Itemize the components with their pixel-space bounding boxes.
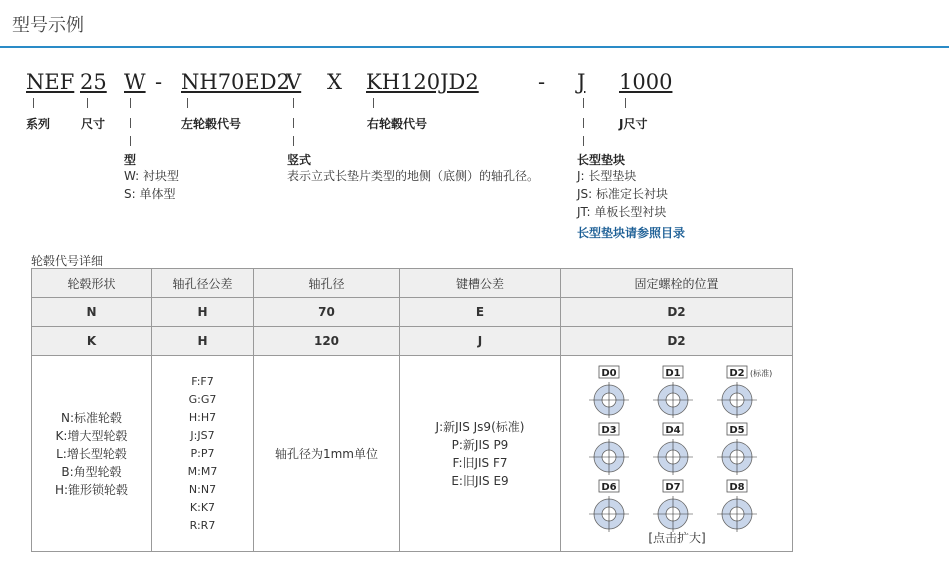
ring-label: D0 [600, 368, 617, 379]
spacer-heading: 长型垫块 [577, 153, 626, 167]
keyway-item: E:旧JIS E9 [451, 473, 509, 488]
bore-note: 轴孔径为1mm单位 [254, 356, 400, 552]
tick [130, 98, 131, 108]
tick [583, 136, 584, 146]
spacer-line: JS: 标准定长衬块 [577, 187, 669, 201]
type-line: W: 衬块型 [124, 169, 180, 183]
tolerance-item: G:G7 [188, 392, 217, 406]
ring-label: D5 [728, 425, 745, 436]
cell: 70 [254, 298, 400, 327]
cell: H [152, 327, 254, 356]
tolerance-item: P:P7 [190, 446, 215, 460]
col-header: 固定螺栓的位置 [561, 269, 793, 298]
type-line: S: 单体型 [124, 187, 176, 201]
standard-note: (标准) [749, 369, 772, 378]
code-right-hub: KH120JD2 [366, 70, 479, 94]
shape-item: H:锥形锁轮毂 [54, 482, 129, 497]
ring-label: D1 [664, 368, 681, 379]
tick [625, 98, 626, 108]
shape-list [32, 356, 152, 552]
tick [187, 98, 188, 108]
keyway-item: J:新JIS Js9(标准) [435, 419, 525, 434]
ring-label: D8 [728, 482, 745, 493]
bolt-position-diagram[interactable] [561, 356, 793, 552]
tolerance-item: R:R7 [189, 518, 216, 532]
ring-label: D2 [728, 368, 745, 379]
cell: H [152, 298, 254, 327]
enlarge-link: [点击扩大] [647, 531, 706, 545]
shape-item: B:角型轮毂 [61, 464, 122, 479]
code-series: NEF [26, 70, 75, 94]
tick [87, 98, 88, 108]
cell: D2 [561, 298, 793, 327]
title-divider [0, 46, 949, 48]
code-left-hub: NH70ED2 [181, 70, 290, 94]
code-vertical: V [286, 70, 302, 94]
keyway-item: P:新JIS P9 [451, 437, 509, 452]
tolerance-item: M:M7 [187, 464, 218, 478]
label-series: 系列 [26, 117, 51, 131]
code-dash: - [155, 70, 163, 94]
ring-label: D3 [600, 425, 617, 436]
tick [583, 98, 584, 108]
spacer-line: JT: 单板长型衬块 [577, 205, 667, 219]
label-size: 尺寸 [81, 117, 106, 131]
code-j-size: 1000 [619, 70, 673, 94]
tolerance-item: F:F7 [191, 374, 214, 388]
col-header: 轮毂形状 [32, 269, 152, 298]
ring-label: D4 [664, 425, 681, 436]
cell: 120 [254, 327, 400, 356]
vertical-heading: 竖式 [287, 153, 312, 167]
table-row [32, 327, 793, 356]
tolerance-item: J:JS7 [190, 428, 215, 442]
col-header: 键槽公差 [400, 269, 561, 298]
label-j-size: J尺寸 [619, 117, 648, 131]
label-right-hub: 右轮毂代号 [367, 117, 428, 131]
tick [130, 118, 131, 128]
ring-label: D6 [600, 482, 617, 493]
code-dash: - [538, 70, 546, 94]
keyway-list [400, 356, 561, 552]
label-left-hub: 左轮毂代号 [181, 117, 242, 131]
tick [293, 136, 294, 146]
bolt-diagram-image[interactable] [577, 356, 777, 546]
cell: N [32, 298, 152, 327]
type-heading: 型 [124, 153, 137, 167]
tick [33, 98, 34, 108]
table-row [32, 298, 793, 327]
keyway-item: F:旧JIS F7 [452, 455, 508, 470]
tolerance-list [152, 356, 254, 552]
code-type: W [124, 70, 146, 94]
cell: K [32, 327, 152, 356]
col-header: 轴孔径公差 [152, 269, 254, 298]
tick [130, 136, 131, 146]
code-size: 25 [80, 70, 107, 94]
table-caption: 轮毂代号详细 [31, 254, 104, 268]
shape-item: N:标准轮毂 [60, 410, 123, 425]
hub-code-table [31, 268, 793, 552]
cell: J [400, 327, 561, 356]
tick [293, 98, 294, 108]
ring-label: D7 [664, 482, 681, 493]
spacer-line: J: 长型垫块 [577, 169, 637, 183]
page-title: 型号示例 [12, 15, 84, 36]
code-spacer: J [577, 70, 586, 94]
tolerance-item: N:N7 [188, 482, 217, 496]
tick [293, 118, 294, 128]
tick [583, 118, 584, 128]
cell: D2 [561, 327, 793, 356]
code-x: X [327, 70, 342, 94]
catalog-link[interactable]: 长型垫块请参照目录 [577, 226, 686, 240]
tolerance-item: K:K7 [189, 500, 216, 514]
cell: E [400, 298, 561, 327]
tick [373, 98, 374, 108]
table-row [32, 356, 793, 552]
vertical-desc: 表示立式长垫片类型的地侧（底侧）的轴孔径。 [287, 169, 540, 183]
shape-item: K:增大型轮毂 [55, 428, 128, 443]
shape-item: L:增长型轮毂 [56, 446, 127, 461]
tolerance-item: H:H7 [188, 410, 217, 424]
col-header: 轴孔径 [254, 269, 400, 298]
